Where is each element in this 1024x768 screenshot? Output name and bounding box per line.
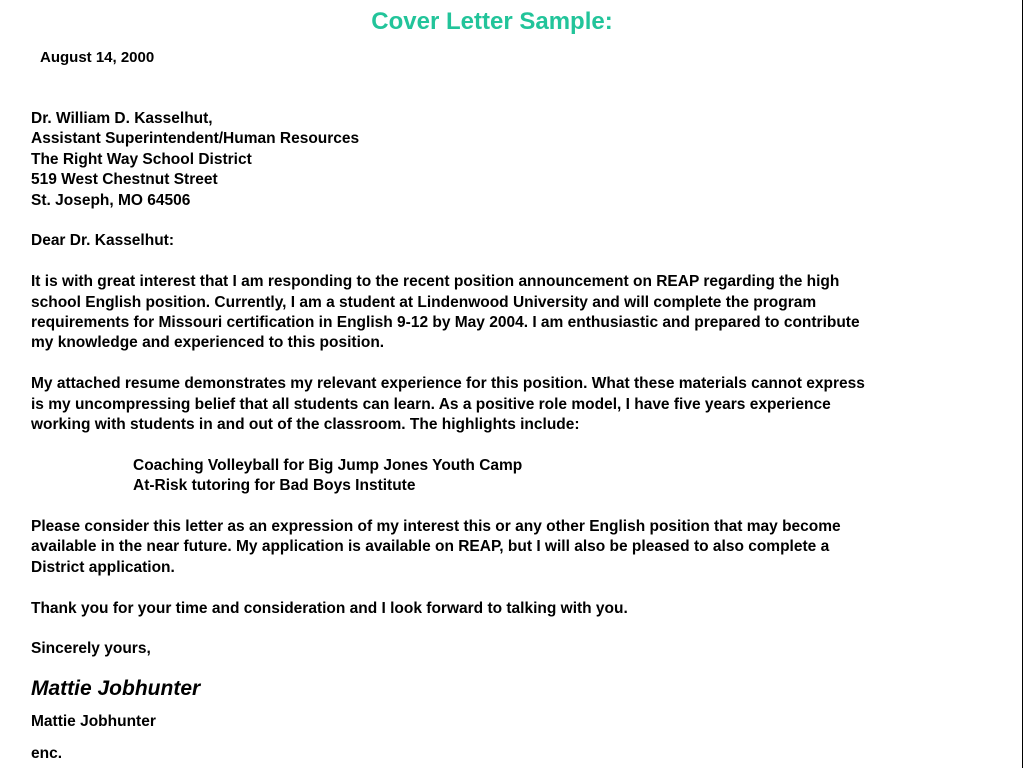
spacer <box>31 252 961 272</box>
spacer <box>31 435 961 455</box>
spacer <box>31 578 961 598</box>
signature: Mattie Jobhunter <box>31 677 201 700</box>
highlight-item: At-Risk tutoring for Bad Boys Institute <box>133 477 416 495</box>
paragraph-line: available in the near future. My application is available on REAP, but I will also be pleased to also complete a <box>31 538 830 556</box>
spacer <box>31 211 961 231</box>
recipient-city-state-zip: St. Joseph, MO 64506 <box>31 191 191 209</box>
spacer <box>31 354 961 374</box>
printed-name: Mattie Jobhunter <box>31 713 156 730</box>
paragraph-interest <box>31 272 961 354</box>
paragraph-thanks <box>31 599 961 619</box>
paragraph-line: my knowledge and experienced to this position. <box>31 334 385 352</box>
letter-body <box>31 109 961 660</box>
salutation: Dear Dr. Kasselhut: <box>31 232 174 250</box>
page-border <box>1022 0 1023 768</box>
paragraph-line: working with students in and out of the classroom. The highlights include: <box>31 416 580 434</box>
paragraph-line: Thank you for your time and consideration and I look forward to talking with you. <box>31 599 628 617</box>
spacer <box>31 497 961 517</box>
letter-date: August 14, 2000 <box>40 49 155 66</box>
recipient-name: Dr. William D. Kasselhut, <box>31 110 213 127</box>
paragraph-line: District application. <box>31 558 175 576</box>
paragraph-line: requirements for Missouri certification in English 9-12 by May 2004. I am enthusiastic and prepared to contribute <box>31 314 860 332</box>
recipient-address <box>31 109 961 211</box>
spacer <box>31 619 961 639</box>
page-title: Cover Letter Sample: <box>371 8 613 35</box>
paragraph-line: It is with great interest that I am responding to the recent position announcement on REAP regarding the high <box>31 273 840 291</box>
highlight-item: Coaching Volleyball for Big Jump Jones Youth Camp <box>133 456 523 474</box>
enclosure-note: enc. <box>31 745 63 762</box>
closing: Sincerely yours, <box>31 640 151 658</box>
paragraph-consideration <box>31 517 961 578</box>
recipient-street: 519 West Chestnut Street <box>31 171 218 189</box>
paragraph-line: Please consider this letter as an expression of my interest this or any other English position that may become <box>31 518 841 536</box>
recipient-organization: The Right Way School District <box>31 150 252 168</box>
paragraph-line: is my uncompressing belief that all students can learn. As a positive role model, I have five years experience <box>31 395 831 413</box>
paragraph-experience <box>31 374 961 435</box>
recipient-position: Assistant Superintendent/Human Resources <box>31 130 360 148</box>
highlights-list <box>31 456 961 497</box>
paragraph-line: school English position. Currently, I am a student at Lindenwood University and will complete the program <box>31 293 817 311</box>
paragraph-line: My attached resume demonstrates my relevant experience for this position. What these materials cannot express <box>31 375 865 393</box>
